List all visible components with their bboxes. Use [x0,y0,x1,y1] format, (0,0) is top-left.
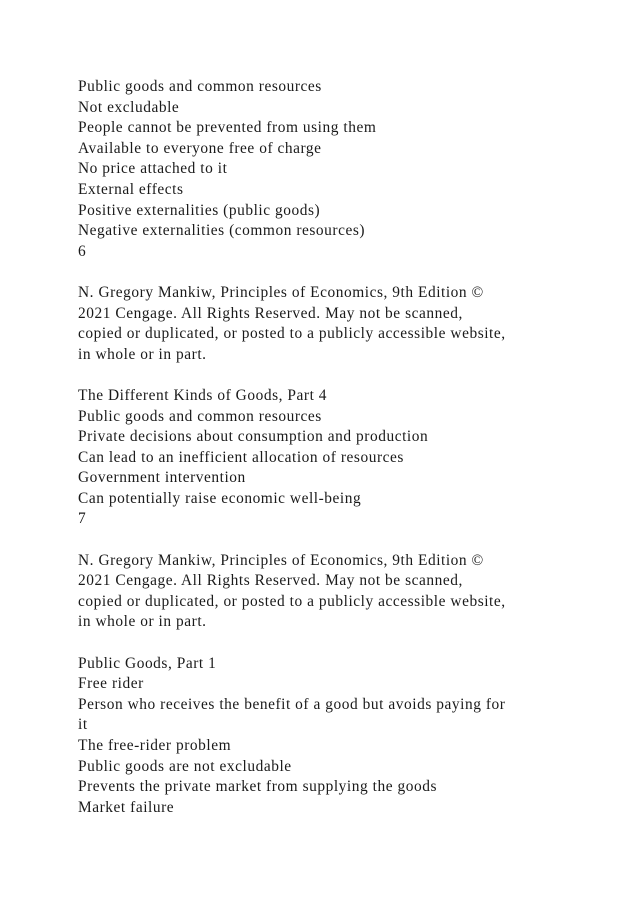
text-block-public-goods-intro [78,77,618,262]
text-line: No price attached to it [78,160,228,178]
paragraph-gap [78,633,618,654]
text-line: 2021 Cengage. All Rights Reserved. May not be scanned, [78,572,463,590]
text-line: copied or duplicated, or posted to a publicly accessible website, [78,325,506,343]
text-line: The free-rider problem [78,737,232,754]
text-line: it [78,716,88,734]
text-line: Can potentially raise economic well-being [78,489,362,507]
text-line: Government intervention [78,469,246,487]
text-line: copied or duplicated, or posted to a publicly accessible website, [78,592,506,610]
text-line: Negative externalities (common resources) [78,222,366,240]
section-heading: Public Goods, Part 1 [78,654,217,672]
section-heading: The Different Kinds of Goods, Part 4 [78,386,328,404]
text-line: External effects [78,180,184,198]
paragraph-gap [78,530,618,551]
text-line: Public goods are not excludable [78,757,292,775]
text-line: in whole or in part. [78,345,207,363]
text-line: Public goods and common resources [78,78,322,95]
text-line: People cannot be prevented from using them [78,119,377,137]
text-line: Free rider [78,675,144,693]
slide-number: 7 [78,510,87,528]
text-line: Public goods and common resources [78,407,322,425]
text-line: Person who receives the benefit of a good but avoids paying for [78,695,506,713]
text-line: Not excludable [78,98,180,116]
text-line: in whole or in part. [78,613,207,631]
text-line: Market failure [78,798,175,816]
paragraph-gap [78,365,618,386]
text-line: Positive externalities (public goods) [78,201,321,219]
text-line: N. Gregory Mankiw, Principles of Economics, 9th Edition © [78,283,484,301]
text-line: Can lead to an inefficient allocation of resources [78,448,404,466]
text-block-public-goods-part-1 [78,654,618,819]
copyright-notice [78,551,618,633]
slide-number: 6 [78,242,87,260]
copyright-notice [78,283,618,365]
text-line: N. Gregory Mankiw, Principles of Economics, 9th Edition © [78,551,484,569]
text-line: Private decisions about consumption and production [78,428,429,446]
document-page [78,77,618,818]
text-line: 2021 Cengage. All Rights Reserved. May not be scanned, [78,304,463,322]
paragraph-gap [78,262,618,283]
text-line: Prevents the private market from supplying the goods [78,778,438,796]
text-block-kinds-of-goods-part-4 [78,386,618,530]
text-line: Available to everyone free of charge [78,139,322,157]
